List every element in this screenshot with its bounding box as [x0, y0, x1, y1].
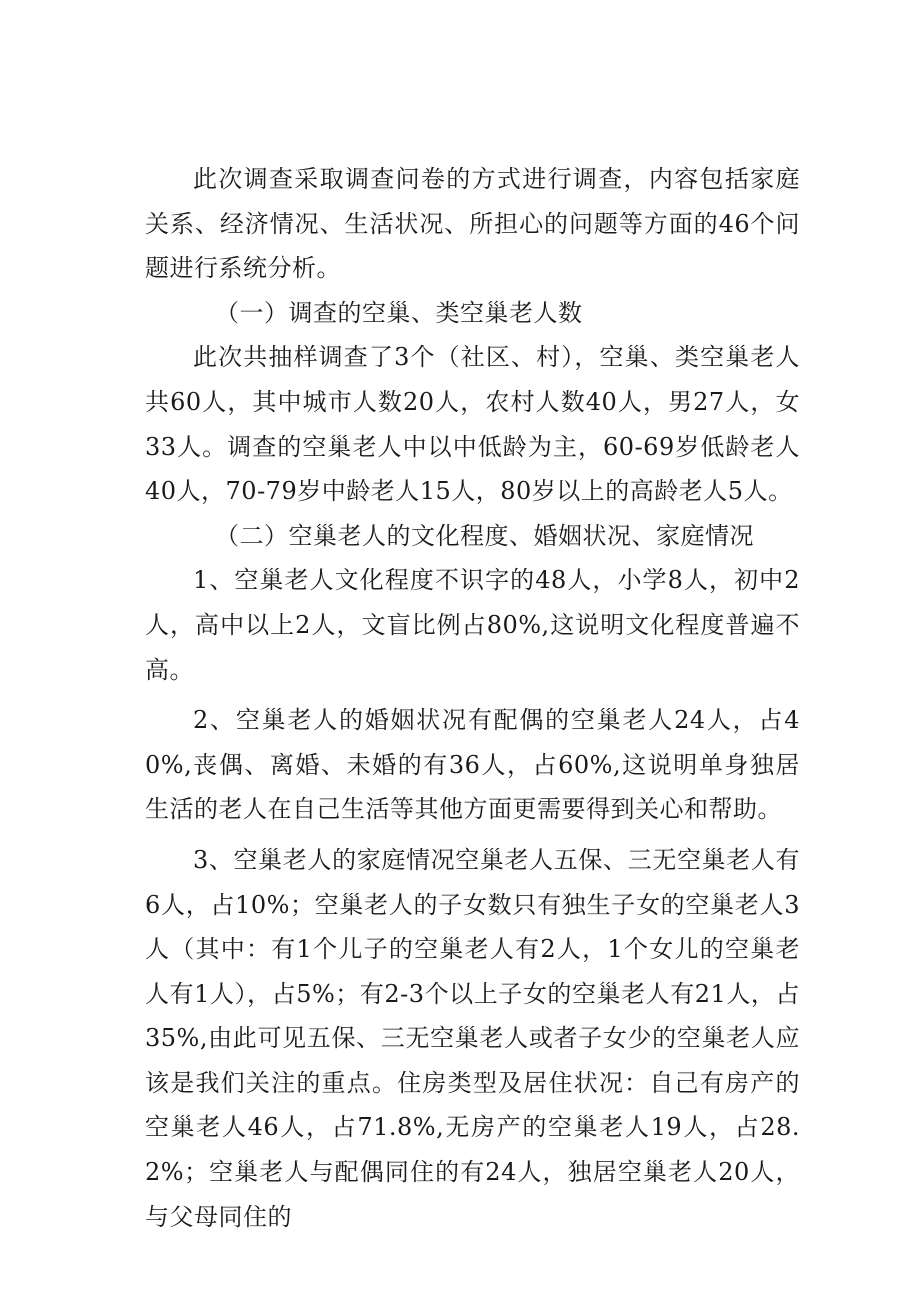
- paragraph-survey-method: 此次调查采取调查问卷的方式进行调查，内容包括家庭关系、经济情况、生活状况、所担心的问题等方面的46个问题进行系统分析。: [145, 165, 800, 283]
- paragraph-marriage: 2、空巢老人的婚姻状况有配偶的空巢老人24人，占40%,丧偶、离婚、未婚的有36人，占60%,这说明单身独居生活的老人在自己生活等其他方面更需要得到关心和帮助。: [145, 706, 800, 824]
- section-heading-1: （一）调查的空巢、类空巢老人数: [215, 298, 583, 327]
- paragraph-family: 3、空巢老人的家庭情况空巢老人五保、三无空巢老人有6人，占10%；空巢老人的子女数只有独生子女的空巢老人3人（其中：有1个儿子的空巢老人有2人，1个女儿的空巢老人有1人），占5%；有2-3个以上子女的空巢老人有21人，占35%,由此可见五保、三无空巢老人或者子女少的空巢老人应该是我们关注的重点。住房类型及居住状况：自己有房产的空巢老人46人，占71.8%,无房产的空巢老人19人，占28.2%；空巢老人与配偶同住的有24人，独居空巢老人20人，与父母同住的: [145, 845, 800, 1231]
- section-heading-2: （二）空巢老人的文化程度、婚姻状况、家庭情况: [215, 521, 754, 550]
- paragraph-survey-count: 此次共抽样调查了3个（社区、村），空巢、类空巢老人共60人，其中城市人数20人，农村人数40人，男27人，女33人。调查的空巢老人中以中低龄为主，60-69岁低龄老人40人，70-79岁中龄老人15人，80岁以上的高龄老人5人。: [145, 343, 800, 506]
- paragraph-education: 1、空巢老人文化程度不识字的48人，小学8人，初中2人，高中以上2人，文盲比例占80%,这说明文化程度普遍不高。: [145, 566, 800, 684]
- document-body: [145, 157, 800, 1239]
